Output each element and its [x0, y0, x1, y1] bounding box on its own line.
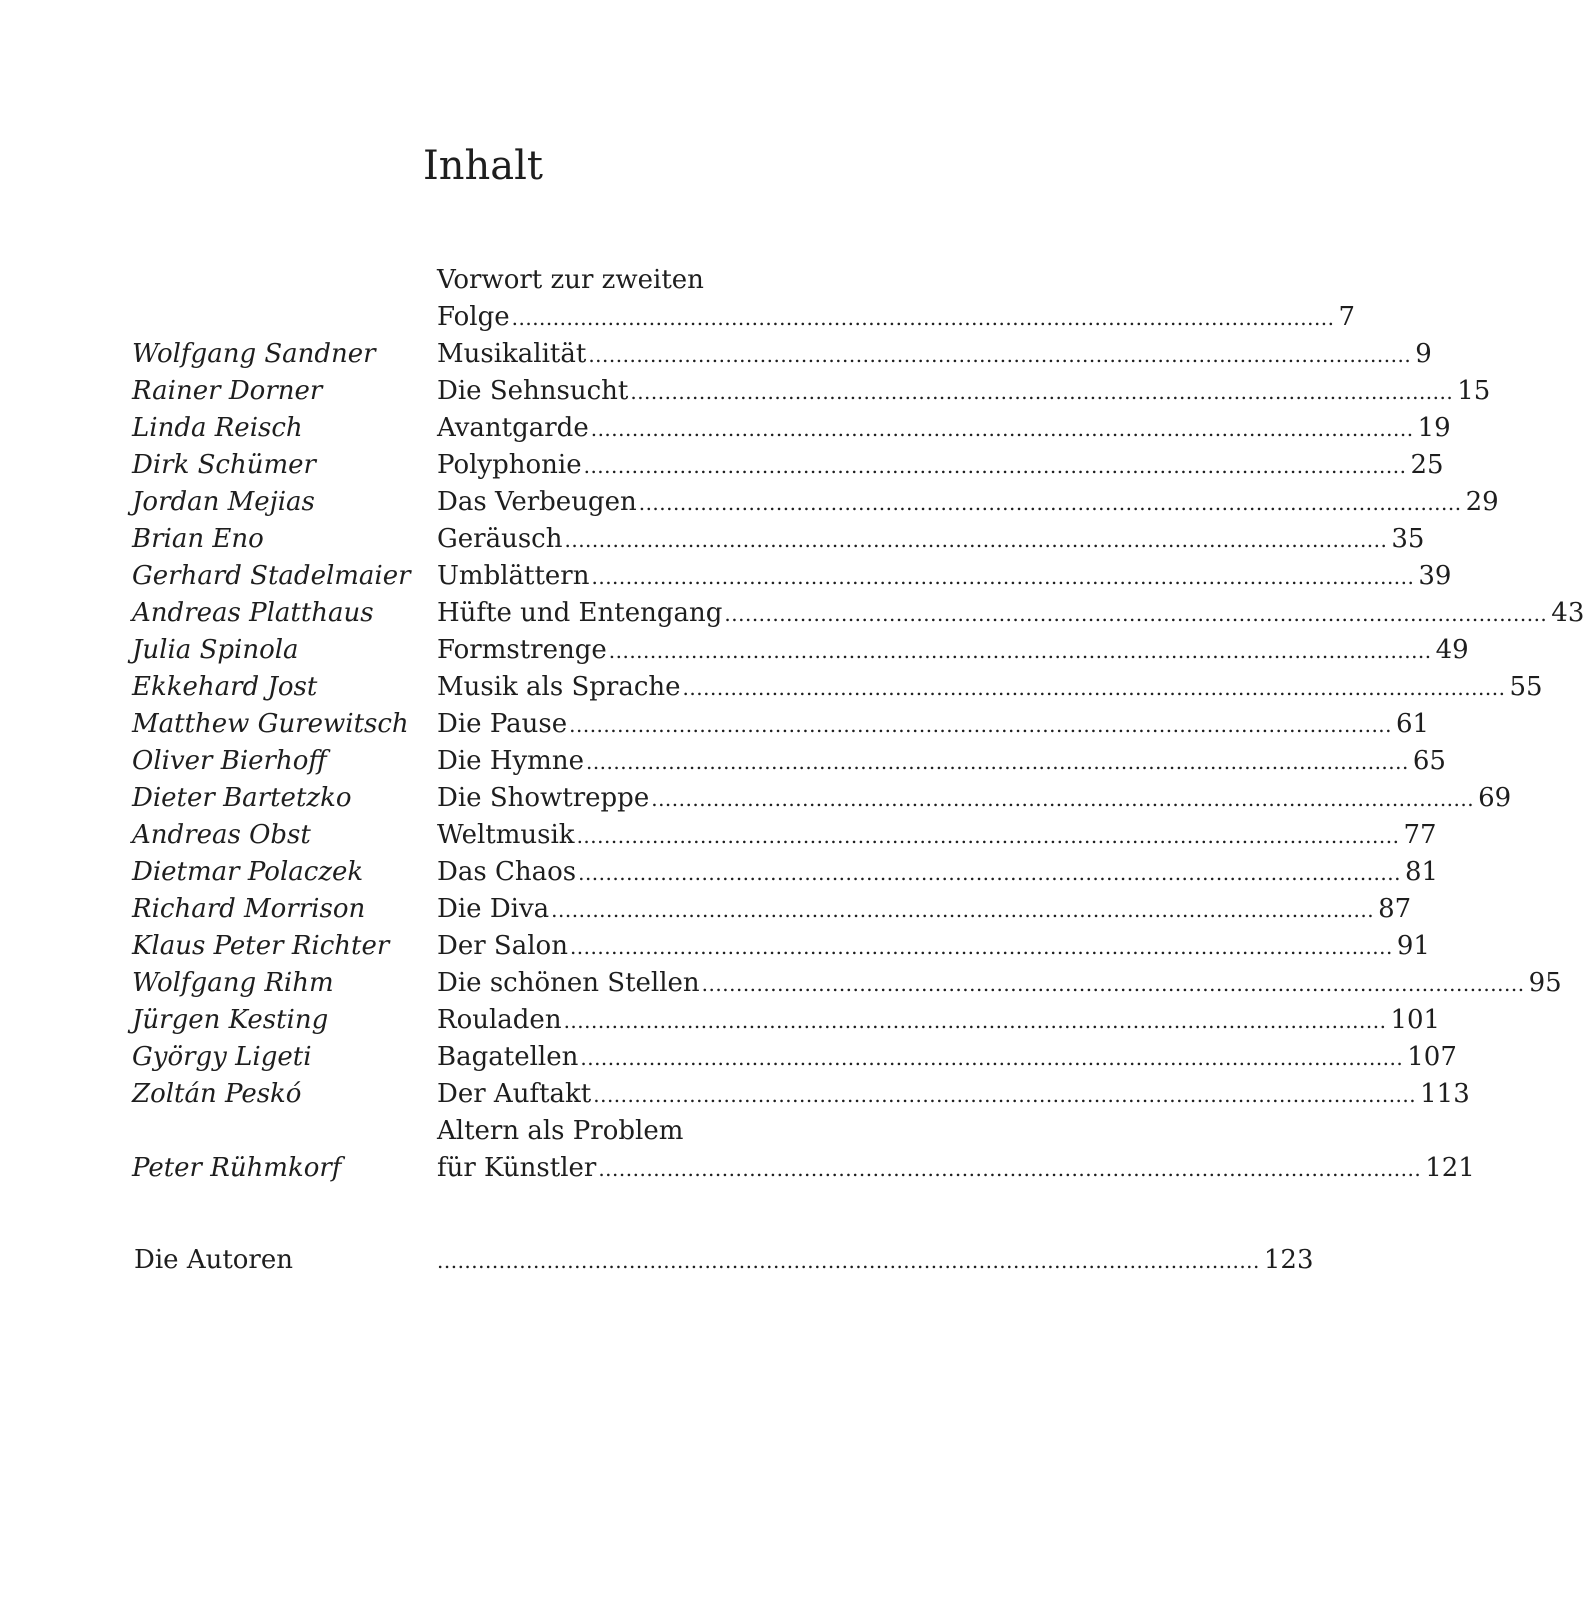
entry-title: Rouladen [437, 1005, 562, 1035]
toc-entry [437, 598, 1584, 629]
page-number: 61 [1396, 709, 1430, 739]
toc-entry [437, 746, 1446, 777]
entry-author: Wolfgang Sandner [132, 339, 376, 369]
dot-leader: ........................................................................................................................ [651, 787, 1475, 811]
entry-author: Zoltán Peskó [132, 1079, 302, 1109]
toc-entry [437, 1005, 1441, 1036]
dot-leader: ........................................................................................................................ [437, 1249, 1260, 1273]
entry-title-line: Altern als Problem [437, 1116, 684, 1146]
entry-author: Oliver Bierhoff [132, 746, 327, 776]
entry-author: Matthew Gurewitsch [132, 709, 409, 739]
entry-title: Die Diva [437, 894, 550, 924]
entry-title: Die Showtreppe [437, 783, 650, 813]
toc-entry [437, 1079, 1470, 1110]
page-number: 39 [1418, 561, 1452, 591]
entry-author: Wolfgang Rihm [132, 968, 334, 998]
toc-entry [437, 376, 1491, 407]
toc-entry [437, 857, 1439, 888]
entry-title: Polyphonie [437, 450, 582, 480]
dot-leader: ........................................................................................................................ [564, 528, 1388, 552]
page-number: 95 [1528, 968, 1562, 998]
dot-leader: ........................................................................................................................ [701, 972, 1525, 996]
page-number: 77 [1403, 820, 1437, 850]
dot-leader: ........................................................................................................................ [724, 602, 1548, 626]
entry-title: Der Auftakt [437, 1079, 592, 1109]
toc-entry [437, 1042, 1457, 1073]
entry-author: Peter Rühmkorf [132, 1153, 342, 1183]
toc-entry [437, 783, 1512, 814]
entry-author: Linda Reisch [132, 413, 303, 443]
page-number: 81 [1404, 857, 1439, 887]
page-number: 113 [1420, 1079, 1470, 1109]
toc-entry [437, 1153, 1475, 1184]
entry-author: Dirk Schümer [132, 450, 316, 480]
entry-title: Die Sehnsucht [437, 376, 629, 406]
page-number: 25 [1410, 450, 1444, 480]
dot-leader: ........................................................................................................................ [569, 713, 1393, 737]
page-number: 123 [1263, 1245, 1314, 1275]
entry-title-line: Vorwort zur zweiten [437, 265, 704, 295]
entry-author: Richard Morrison [132, 894, 366, 924]
entry-author: Ekkehard Jost [132, 672, 318, 702]
page-number: 107 [1407, 1042, 1457, 1072]
page-number: 7 [1338, 302, 1356, 332]
toc-entry [437, 894, 1412, 925]
authors-section-label: Die Autoren [134, 1245, 293, 1275]
page-number: 35 [1391, 524, 1425, 554]
toc-entry [437, 931, 1430, 962]
entry-author: Gerhard Stadelmaier [132, 561, 411, 591]
entry-title: Das Chaos [437, 857, 577, 887]
toc-entry [437, 709, 1430, 740]
entry-author: Jordan Mejias [132, 487, 315, 517]
page-number: 69 [1478, 783, 1512, 813]
toc-entry [437, 450, 1444, 481]
page-number: 19 [1417, 413, 1451, 443]
dot-leader: ........................................................................................................................ [593, 1083, 1417, 1107]
entry-title: Hüfte und Entengang [437, 598, 723, 628]
page-number: 87 [1378, 894, 1412, 924]
entry-title: Umblättern [437, 561, 590, 591]
dot-leader: ........................................................................................................................ [590, 417, 1414, 441]
toc-entry [437, 302, 1356, 333]
dot-leader: ........................................................................................................................ [563, 1009, 1387, 1033]
toc-entry [437, 339, 1432, 370]
entry-title: Der Salon [437, 931, 568, 961]
toc-entry [437, 561, 1452, 592]
dot-leader: ........................................................................................................................ [608, 639, 1432, 663]
page-number: 121 [1425, 1153, 1475, 1183]
toc-entry [437, 413, 1451, 444]
page-number: 15 [1457, 376, 1491, 406]
entry-title: Geräusch [437, 524, 563, 554]
page-number: 9 [1415, 339, 1432, 369]
toc-entry [437, 635, 1469, 666]
entry-author: György Ligeti [132, 1042, 312, 1072]
dot-leader: ........................................................................................................................ [580, 1046, 1404, 1070]
entry-title: Weltmusik [437, 820, 575, 850]
entry-title: Die schönen Stellen [437, 968, 700, 998]
page-number: 43 [1551, 598, 1584, 628]
toc-entry [437, 487, 1499, 518]
entry-author: Julia Spinola [132, 635, 299, 665]
toc-entry [437, 524, 1425, 555]
entry-title: Bagatellen [437, 1042, 579, 1072]
authors-section-entry [437, 1245, 1314, 1276]
dot-leader: ........................................................................................................................ [638, 491, 1462, 515]
entry-title: Avantgarde [437, 413, 589, 443]
dot-leader: ........................................................................................................................ [630, 380, 1454, 404]
page-title: Inhalt [422, 143, 544, 189]
entry-title: für Künstler [437, 1153, 597, 1183]
entry-title: Musik als Sprache [437, 672, 681, 702]
entry-author: Andreas Platthaus [132, 598, 374, 628]
entry-author: Jürgen Kesting [132, 1005, 329, 1035]
entry-author: Dietmar Polaczek [132, 857, 364, 887]
dot-leader: ........................................................................................................................ [588, 343, 1412, 367]
dot-leader: ........................................................................................................................ [591, 565, 1415, 589]
toc-entry [437, 672, 1543, 703]
entry-title: Die Pause [437, 709, 568, 739]
entry-author: Brian Eno [132, 524, 264, 554]
toc-entry [437, 820, 1437, 851]
page-number: 101 [1390, 1005, 1441, 1035]
page-number: 49 [1435, 635, 1469, 665]
dot-leader: ........................................................................................................................ [598, 1157, 1422, 1181]
dot-leader: ........................................................................................................................ [585, 750, 1409, 774]
dot-leader: ........................................................................................................................ [682, 676, 1506, 700]
entry-author: Klaus Peter Richter [132, 931, 390, 961]
dot-leader: ........................................................................................................................ [569, 935, 1393, 959]
entry-author: Andreas Obst [132, 820, 311, 850]
dot-leader: ........................................................................................................................ [583, 454, 1407, 478]
entry-author: Rainer Dorner [132, 376, 323, 406]
page-number: 91 [1396, 931, 1430, 961]
page-number: 65 [1412, 746, 1446, 776]
entry-title: Die Hymne [437, 746, 584, 776]
toc-entry [437, 968, 1562, 999]
entry-title: Musikalität [437, 339, 587, 369]
dot-leader: ........................................................................................................................ [576, 824, 1400, 848]
entry-title: Formstrenge [437, 635, 607, 665]
entry-author: Dieter Bartetzko [132, 783, 352, 813]
page-number: 29 [1465, 487, 1499, 517]
entry-title: Das Verbeugen [437, 487, 637, 517]
dot-leader: ........................................................................................................................ [578, 861, 1401, 885]
dot-leader: ........................................................................................................................ [511, 306, 1335, 330]
dot-leader: ........................................................................................................................ [551, 898, 1375, 922]
page-number: 55 [1509, 672, 1543, 702]
entry-title: Folge [437, 302, 510, 332]
